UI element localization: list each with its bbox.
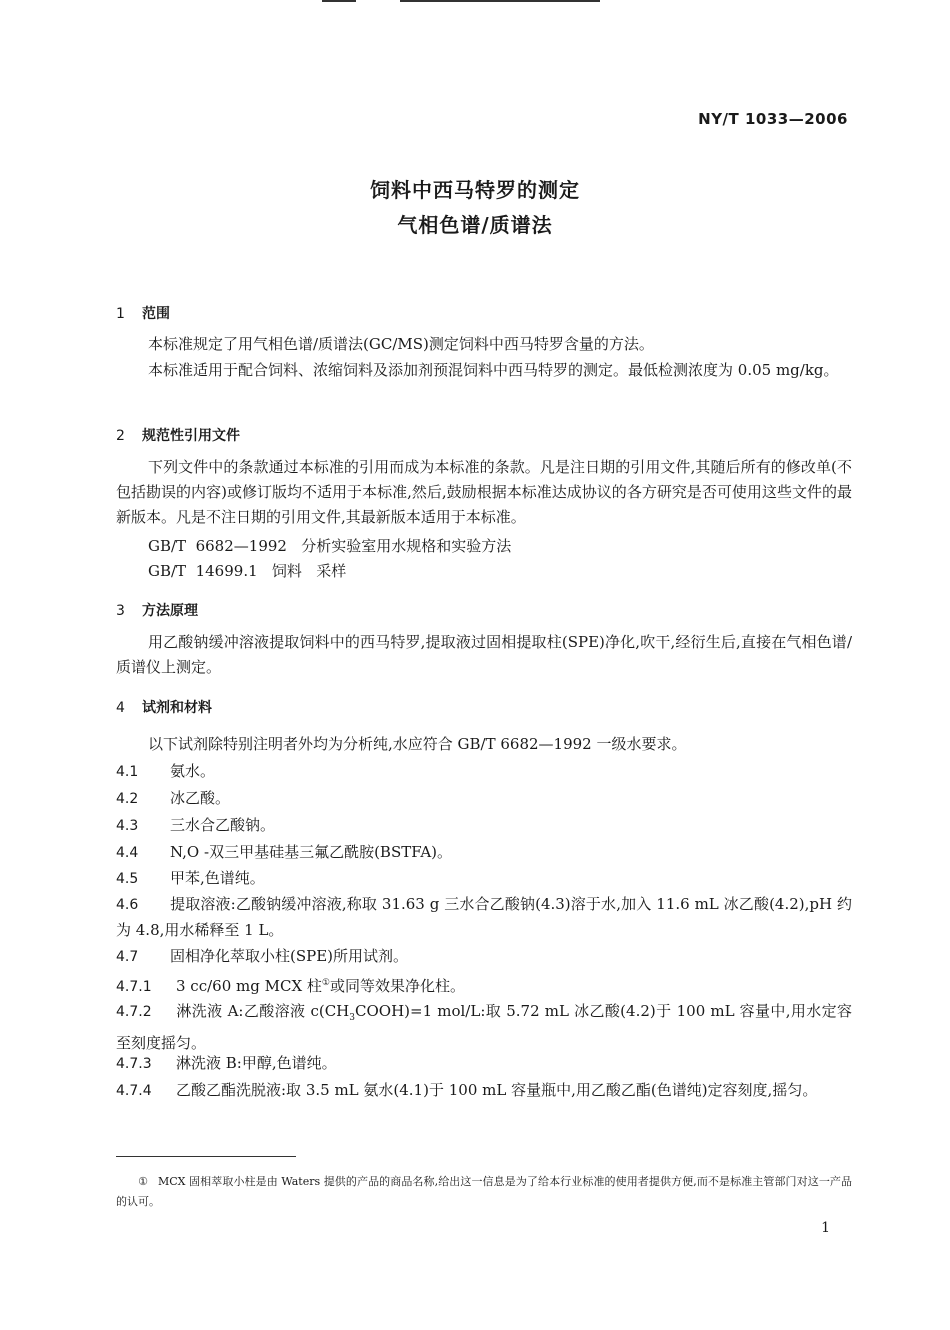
clause-number: 4.2 xyxy=(116,791,139,807)
document-subtitle: 气相色谱/质谱法 xyxy=(397,213,553,237)
clause-number: 4.7.2 xyxy=(116,1004,152,1020)
clause-item xyxy=(116,866,852,892)
section-title: 方法原理 xyxy=(142,603,198,619)
clause-text: 三水合乙酸钠。 xyxy=(170,816,276,834)
page-number: 1 xyxy=(821,1220,830,1236)
footnote-text: MCX 固相萃取小柱是由 Waters 提供的产品的商品名称,给出这一信息是为了给本行业标准的使用者提供方便,而不是标准主管部门对这一产品的认可。 xyxy=(116,1175,852,1208)
section-heading xyxy=(116,303,170,323)
section-title: 范围 xyxy=(142,306,170,322)
clause-number: 4.4 xyxy=(116,845,139,861)
clause-text: 淋洗液 A:乙酸溶液 $c(CH_3COOH)=1$ mol/L:取 5.72 mL 冰乙酸(4.2)于 100 mL 容量中,用水定容至刻度摇匀。 xyxy=(116,1002,853,1052)
section-title: 试剂和材料 xyxy=(142,700,212,716)
clause-text: N,O -双三甲基硅基三氟乙酰胺(BSTFA)。 xyxy=(170,843,453,861)
paragraph: 下列文件中的条款通过本标准的引用而成为本标准的条款。凡是注日期的引用文件,其随后所有的修改单(不包括勘误的内容)或修订版均不适用于本标准,然后,鼓励根据本标准达成协议的各方研究是否可使用这些文件的最新版本。凡是不注日期的引用文件,其最新版本适用于本标准。 xyxy=(116,458,852,526)
clause-text: 固相净化萃取小柱(SPE)所用试剂。 xyxy=(170,947,409,965)
document-title: 饲料中西马特罗的测定 xyxy=(370,178,580,202)
clause-text: 乙酸乙酯洗脱液:取 3.5 mL 氨水(4.1)于 100 mL 容量瓶中,用乙酸乙酯(色谱纯)定容刻度,摇匀。 xyxy=(176,1081,818,1099)
clause-text: 氨水。 xyxy=(170,762,216,780)
clause-item xyxy=(116,892,852,943)
clause-text: 冰乙酸。 xyxy=(170,789,231,807)
normative-reference: GB/T 6682—1992 分析实验室用水规格和实验方法 xyxy=(148,537,512,555)
paragraph: 本标准规定了用气相色谱/质谱法(GC/MS)测定饲料中西马特罗含量的方法。 xyxy=(148,335,654,353)
footnote-rule xyxy=(116,1156,296,1157)
section-number: 4 xyxy=(116,700,125,716)
section-number: 3 xyxy=(116,603,125,619)
scan-edge-mark xyxy=(400,0,600,2)
paragraph: 以下试剂除特别注明者外均为分析纯,水应符合 GB/T 6682—1992 一级水要求。 xyxy=(148,735,687,753)
clause-item xyxy=(116,1078,852,1104)
clause-number: 4.5 xyxy=(116,871,139,887)
section-heading xyxy=(116,600,198,620)
clause-item xyxy=(116,1051,852,1077)
clause-item xyxy=(116,971,852,1000)
clause-text: 3 cc/60 mg MCX 柱①或同等效果净化柱。 xyxy=(176,977,465,995)
paragraph: 用乙酸钠缓冲溶液提取饲料中的西马特罗,提取液过固相提取柱(SPE)净化,吹干,经衍生后,直接在气相色谱/质谱仪上测定。 xyxy=(116,633,852,676)
clause-item xyxy=(116,999,852,1056)
section-number: 1 xyxy=(116,306,125,322)
clause-number: 4.7.1 xyxy=(116,979,152,995)
clause-number: 4.1 xyxy=(116,764,139,780)
clause-item xyxy=(116,840,852,866)
section-heading xyxy=(116,697,212,717)
clause-text: 提取溶液:乙酸钠缓冲溶液,称取 31.63 g 三水合乙酸钠(4.3)溶于水,加入 11.6 mL 冰乙酸(4.2),pH 约为 4.8,用水稀释至 1 L。 xyxy=(116,895,852,939)
clause-number: 4.6 xyxy=(116,897,139,913)
footnote-ref: ① xyxy=(321,978,330,988)
clause-item xyxy=(116,944,852,970)
clause-text: 淋洗液 B:甲醇,色谱纯。 xyxy=(176,1054,337,1072)
clause-number: 4.7.3 xyxy=(116,1056,152,1072)
footnote-mark: ① xyxy=(138,1175,148,1188)
clause-number: 4.3 xyxy=(116,818,139,834)
section-heading xyxy=(116,425,240,445)
clause-text: 甲苯,色谱纯。 xyxy=(170,869,265,887)
footnote xyxy=(116,1172,852,1212)
paragraph: 本标准适用于配合饲料、浓缩饲料及添加剂预混饲料中西马特罗的测定。最低检测浓度为 0.05 mg/kg。 xyxy=(148,361,839,379)
scan-edge-mark xyxy=(322,0,356,2)
subscript: 3 xyxy=(349,1013,355,1023)
clause-number: 4.7 xyxy=(116,949,139,965)
clause-item xyxy=(116,786,852,812)
standard-number: NY/T 1033—2006 xyxy=(698,110,848,128)
normative-reference: GB/T 14699.1 饲料 采样 xyxy=(148,562,347,580)
clause-item xyxy=(116,759,852,785)
section-title: 规范性引用文件 xyxy=(142,428,240,444)
clause-number: 4.7.4 xyxy=(116,1083,152,1099)
clause-item xyxy=(116,813,852,839)
section-number: 2 xyxy=(116,428,125,444)
